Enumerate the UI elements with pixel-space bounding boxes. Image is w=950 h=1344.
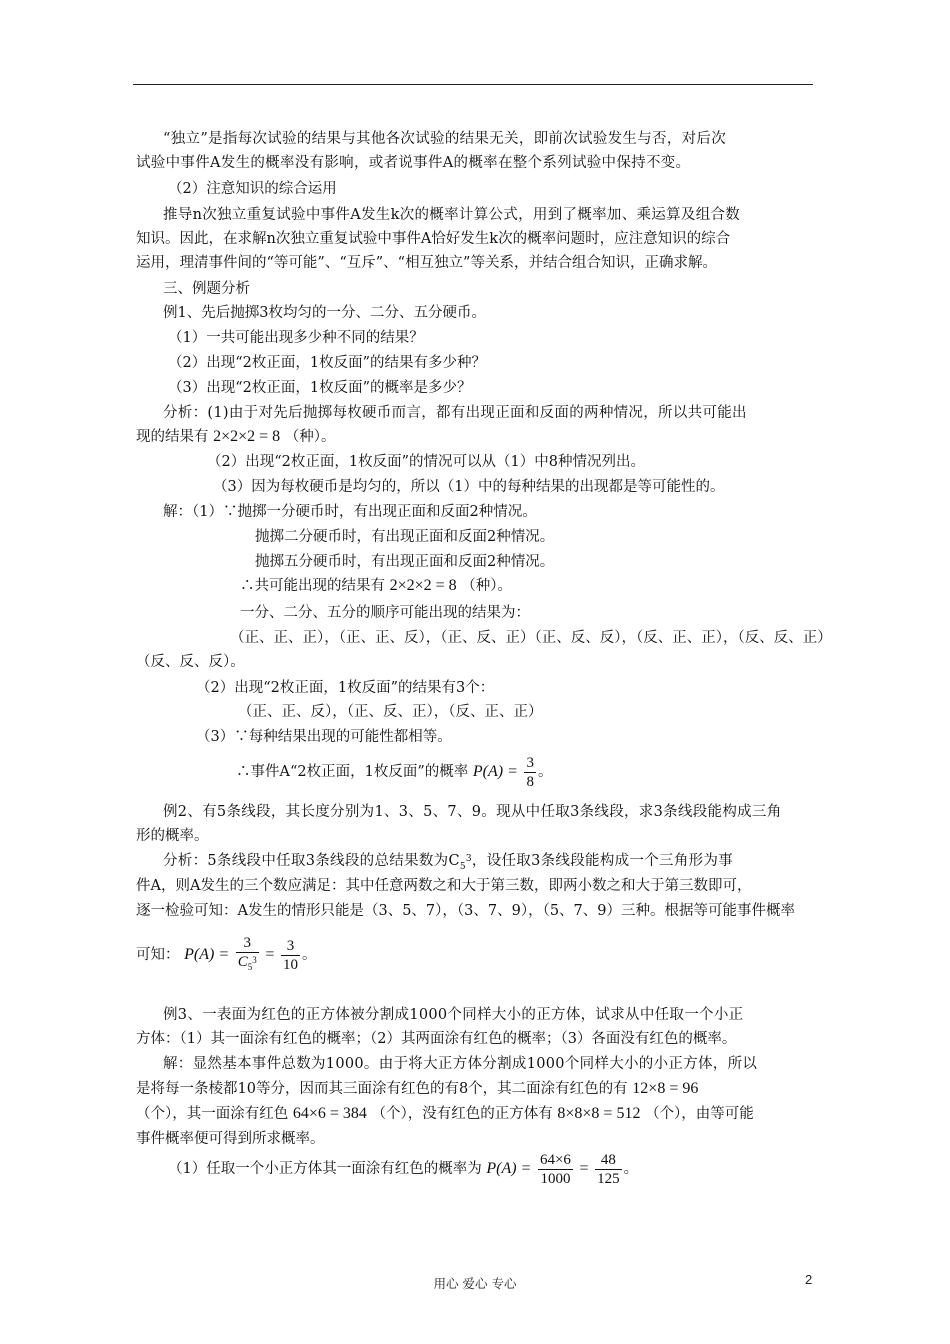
solution-line: [136, 1104, 754, 1124]
analysis-line: （2）出现“2枚正面，1枚反面”的情况可以从（1）中8种情况列出。: [207, 454, 645, 470]
text-run: （种）。: [461, 578, 513, 594]
question-line: （2）出现“2枚正面，1枚反面”的结果有多少种？: [168, 355, 486, 371]
text-run: 分析：5条线段中任取3条线段的总结果数为C: [163, 853, 460, 869]
solution-line: 事件概率便可得到所求概率。: [136, 1131, 325, 1147]
fraction: [524, 754, 536, 791]
math-probability: P(A) =: [486, 1160, 532, 1177]
section-heading: 三、例题分析: [163, 281, 250, 297]
solution-line: [240, 576, 512, 596]
fraction-denominator: 1000: [538, 1169, 573, 1188]
page-number: 2: [805, 1272, 813, 1287]
footer-motto: 用心 爱心 专心: [433, 1276, 517, 1291]
subscript: 5: [459, 861, 466, 872]
fraction: [236, 934, 259, 976]
solution-line: （3）∵每种结果出现的可能性都相等。: [196, 729, 452, 745]
solution-line: （2）出现“2枚正面，1枚反面”的结果有3个：: [196, 680, 495, 696]
analysis-line: [163, 851, 733, 877]
solution-line: 抛掷二分硬币时，有出现正面和反面2种情况。: [255, 529, 555, 545]
fraction: [595, 1151, 622, 1188]
solution-line: 解：（1）∵抛掷一分硬币时，有出现正面和反面2种情况。: [163, 504, 537, 520]
text-run: 。: [537, 764, 553, 780]
equals-sign: =: [579, 1160, 589, 1177]
fraction-numerator: 3: [286, 937, 295, 954]
text-run: 是将每一条棱都10等分，因而其三面涂有红色的有8个，其二面涂有红色的有: [136, 1081, 628, 1097]
fraction-denominator: 8: [526, 773, 534, 790]
solution-line: 一分、二分、五分的顺序可能出现的结果为：: [240, 605, 530, 621]
math-product: 2×2×2 = 8: [389, 577, 457, 594]
section-heading: （2）注意知识的综合运用: [168, 181, 337, 197]
fraction-denominator: 125: [597, 1170, 620, 1187]
fraction-denominator: 10: [282, 956, 298, 973]
math-probability: P(A) =: [472, 763, 518, 780]
fraction: [281, 937, 300, 974]
text-run: 现的结果有: [136, 429, 209, 445]
math-product: 64×6 = 384: [292, 1105, 367, 1122]
paragraph-line: 推导n次独立重复试验中事件A发生k次的概率计算公式，用到了概率加、乘运算及组合数: [163, 207, 741, 223]
math-product: 2×2×2 = 8: [213, 428, 281, 445]
superscript: 3: [252, 955, 257, 965]
analysis-line: [136, 933, 316, 977]
question-line: （1）一共可能出现多少种不同的结果？: [168, 330, 424, 346]
solution-line: 解：显然基本事件总数为1000。由于将大正方体分割成1000个同样大小的小正方体，所以: [163, 1056, 758, 1072]
outcome-list: （正、正、正），（正、正、反），（正、反、正）（正、反、反），（反、正、正），（反、反、正）: [230, 630, 832, 646]
math-probability: P(A) =: [184, 946, 230, 963]
text-run: （1）任取一个小正方体其一面涂有红色的概率为: [168, 1161, 482, 1177]
outcome-list: （反、反、反）。: [136, 654, 245, 670]
combination-symbol: C: [237, 954, 248, 970]
solution-line: [168, 1147, 638, 1191]
math-product: 8×8×8 = 512: [557, 1105, 641, 1122]
example-title: 例3、一表面为红色的正方体被分割成1000个同样大小的正方体，试求从中任取一个小正: [163, 1007, 744, 1023]
example-title: 例1、先后抛掷3枚均匀的一分、二分、五分硬币。: [163, 305, 486, 321]
paragraph-line: 形的概率。: [136, 828, 209, 844]
outcome-list: （正、正、反），（正、反、正），（反、正、正）: [238, 704, 543, 720]
solution-line: [136, 1079, 698, 1099]
fraction-numerator: 64×6: [539, 1151, 571, 1168]
question-line: （3）出现“2枚正面，1枚反面”的概率是多少？: [168, 380, 472, 396]
text-run: （个），由等可能: [645, 1106, 754, 1122]
subscript: 5: [247, 962, 253, 972]
text-run: （个），没有红色的正方体有: [371, 1106, 553, 1122]
paragraph-line: 知识。因此，在求解n次独立重复试验中事件A恰好发生k次的概率问题时，应注意知识的综合: [136, 231, 731, 247]
solution-line: [236, 752, 552, 792]
analysis-line: （3）因为每枚硬币是均匀的，所以（1）中的每种结果的出现都是等可能性的。: [213, 479, 725, 495]
equals-sign: =: [265, 946, 275, 963]
analysis-line: 件A，则A发生的三个数应满足：其中任意两数之和大于第三数，即两小数之和大于第三数即可，: [136, 878, 752, 894]
math-product: 12×8 = 96: [632, 1080, 699, 1097]
text-run: ，设任取3条线段能构成一个三角形为事: [471, 853, 734, 869]
header-rule: [133, 84, 813, 85]
paragraph-line: 运用，理清事件间的“等可能”、“互斥”、“相互独立”等关系，并结合组合知识，正确求解。: [136, 255, 717, 271]
text-run: 可知：: [136, 947, 180, 963]
example-title: 例2、有5条线段，其长度分别为1、3、5、7、9。现从中任取3条线段，求3条线段能构成三角: [163, 804, 782, 820]
paragraph-line: 试验中事件A发生的概率没有影响，或者说事件A的概率在整个系列试验中保持不变。: [136, 155, 691, 171]
analysis-line: [136, 427, 336, 447]
text-run: （个），其一面涂有红色: [136, 1106, 289, 1122]
fraction-numerator: 3: [243, 935, 251, 951]
fraction-numerator: 3: [526, 754, 534, 771]
fraction-denominator: [236, 952, 259, 976]
analysis-line: 逐一检验可知：A发生的情形只能是（3、5、7），（3、7、9），（5、7、9）三种。根据等可能事件概率: [136, 903, 795, 919]
text-run: （种）。: [284, 429, 336, 445]
superscript: 3: [465, 854, 472, 864]
analysis-line: 分析：(1)由于对先后抛掷每枚硬币而言，都有出现正面和反面的两种情况，所以共可能出: [163, 405, 747, 421]
paragraph-line: “独立”是指每次试验的结果与其他各次试验的结果无关，即前次试验发生与否，对后次: [163, 131, 727, 147]
fraction-numerator: 48: [600, 1151, 616, 1168]
text-run: ∴共可能出现的结果有: [240, 578, 385, 594]
text-run: 。: [623, 1161, 639, 1177]
paragraph-line: 方体：（1）其一面涂有红色的概率；（2）其两面涂有红色的概率；（3）各面没有红色的概率。: [136, 1031, 737, 1047]
text-run: 。: [301, 947, 317, 963]
text-run: ∴事件A“2枚正面，1枚反面”的概率: [236, 764, 469, 780]
fraction: [538, 1151, 573, 1188]
solution-line: 抛掷五分硬币时，有出现正面和反面2种情况。: [255, 554, 555, 570]
